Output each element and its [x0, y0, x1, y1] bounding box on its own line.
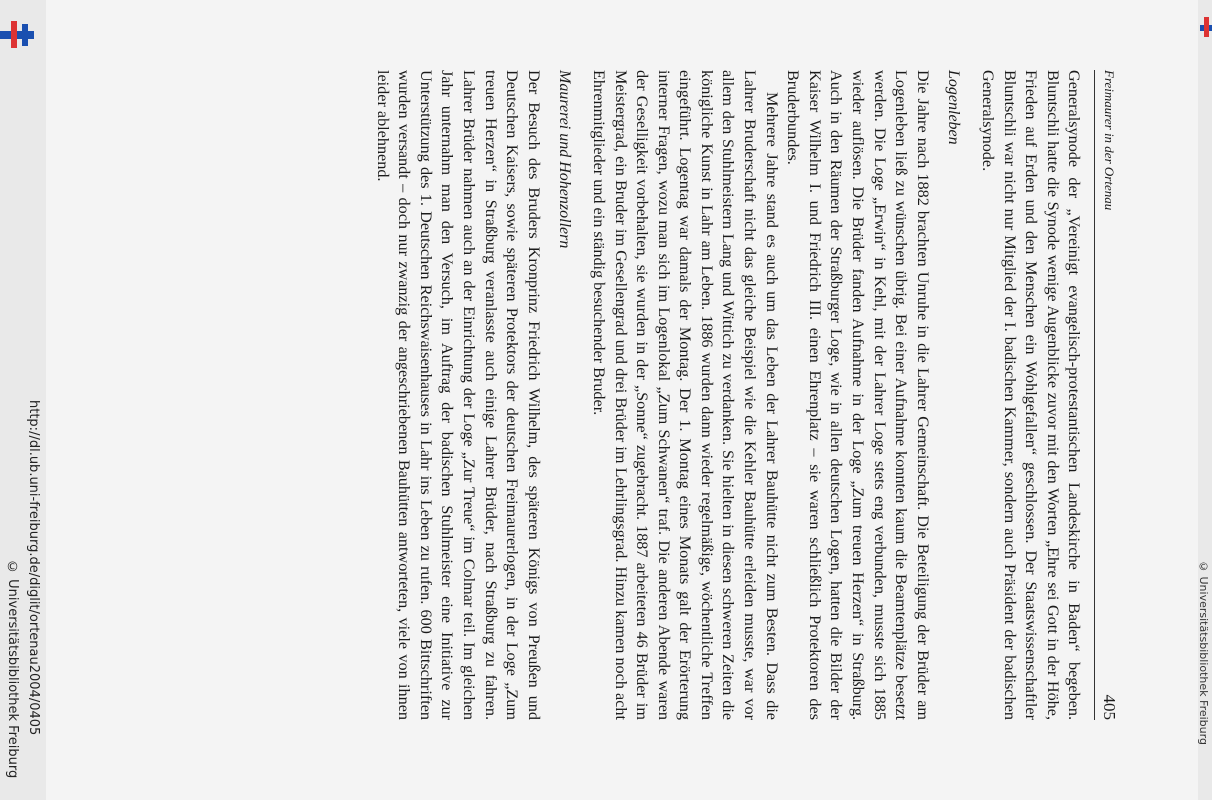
- scan-marker-icon: [1204, 17, 1209, 37]
- section-heading: Logenleben: [945, 70, 963, 145]
- scan-marker-icon: [11, 21, 17, 48]
- document-page: [160, 40, 1120, 770]
- section-heading: Maurerei und Hohenzollern: [556, 70, 574, 249]
- page-number: 405: [1100, 694, 1119, 720]
- page-content: [180, 70, 1120, 720]
- copyright-notice: © Universitätsbibliothek Freiburg: [5, 560, 20, 779]
- running-header: [1094, 70, 1120, 720]
- body-paragraph: Der Besuch des Bruders Kronprinz Friedrich Wilhelm, des späteren Königs von Preußen und Deutschen Kaisers, sowie späteren Protektors der deutschen Freimaurerlogen, in der Loge „Zum treuen Herzen“ in Straßburg veranlasste auch einige Lahrer Brüder, nach Straßburg zu fahren. Lahrer Brüder nahmen auch an der Einrichtung der Loge „Zur Treue“ im Colmar teil. Im gleichen Jahr unternahm man den Versuch, im Auftrag der badischen Stuhlmeister eine Initiative zur Unterstützung des 1. Deutschen Reichswaisenhauses in Lahr ins Leben zu rufen. 600 Bittschriften wurden versandt – doch nur zwanzig der angeschriebenen Bauhütten antworteten, viele von ihnen leider ablehnend.: [373, 70, 543, 720]
- source-url[interactable]: http://dl.ub.uni-freiburg.de/diglit/ortenau2004/0405: [26, 400, 41, 736]
- body-paragraph: Die Jahre nach 1882 brachten Unruhe in die Lahrer Gemeinschaft. Die Beteiligung der Brüder am Logenleben ließ zu wünschen übrig. Bei einer Aufnahme konnten kaum die Beamtenplätze besetzt werden. Die Loge „Erwin“ in Kehl, mit der Lahrer Loge stets eng verbunden, musste sich 1885 wieder auflösen. Die Brüder fanden Aufnahme in der Loge „Zum treuen Herzen“ in Straßburg. Auch in den Räumen der Straßburger Loge, wie in allen deutschen Logen, hatten die Bilder der Kaiser Wilhelm I. und Friedrich III. einen Ehrenplatz – sie waren schließlich Protektoren des Bruderbundes.: [784, 70, 932, 720]
- body-paragraph: Mehrere Jahre stand es auch um das Leben der Lahrer Bauhütte nicht zum Besten. Dass die Lahrer Bruderschaft nicht das gleiche Beispiel wie die Kehler Bauhütte erleiden musste, war vor allem den Stuhlmeistern Lang und Wittich zu verdanken. Sie hielten in diesen schweren Zeiten die königliche Kunst in Lahr am Leben. 1886 wurden dann wieder regelmäßige, wöchentliche Treffen eingeführt. Logentag war damals der Montag. Der 1. Montag eines Monats galt der Erörterung interner Fragen, wozu man sich im Logenlokal „Zum Schwanen“ traf. Die anderen Abende waren der Geselligkeit vorbehalten, sie wurden in der „Sonne“ zugebracht. 1887 arbeiteten 46 Brüder im Meistergrad, ein Bruder im Gesellengrad und drei Brüder im Lehrlingsgrad. Hinzu kamen noch acht Ehrenmitglieder und ein ständig besuchender Bruder.: [589, 70, 781, 720]
- running-head-title: Freimaurer in der Ortenau: [1102, 70, 1117, 211]
- intro-paragraph: Generalsynode der „Vereinigt evangelisch-protestantischen Landeskirche in Baden“ begeben. Bluntschli hatte die Synode wenige Augenblicke zuvor mit den Worten „Ehre sei Gott in der Höhe, Frieden auf Erden und den Menschen ein Wohlgefallen“ geschlossen. Der Staatswissenschaftler Bluntschli war nicht nur Mitglied der I. badischen Kammer, sondern auch Präsident der badischen Generalsynode.: [979, 70, 1084, 720]
- right-margin-text: © Universitätsbibliothek Freiburg: [1197, 560, 1210, 745]
- scan-marker-icon: [22, 24, 28, 46]
- scan-marker-icon: [0, 31, 34, 39]
